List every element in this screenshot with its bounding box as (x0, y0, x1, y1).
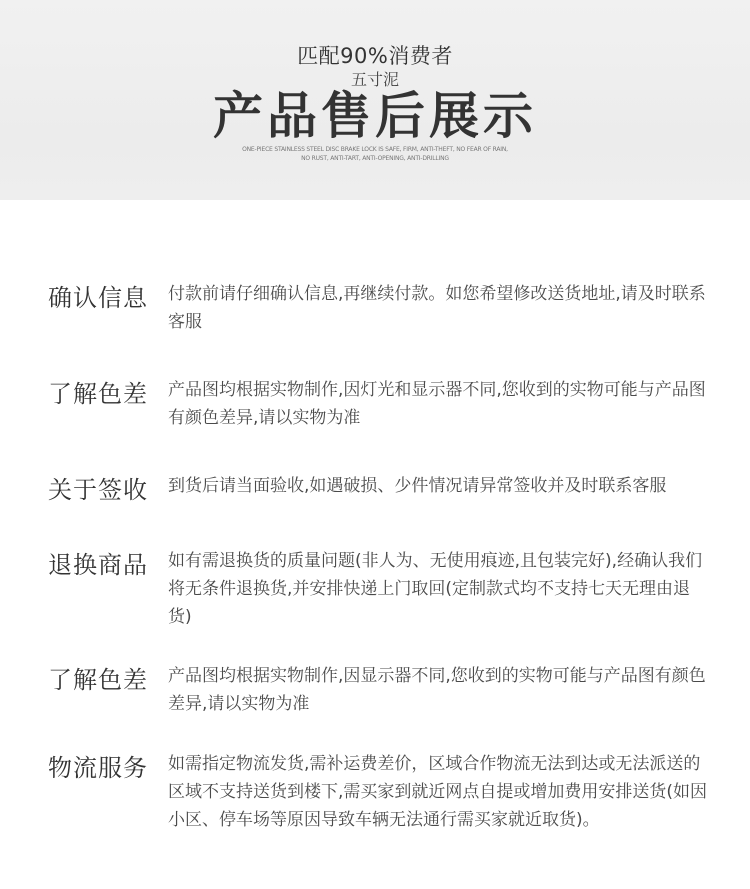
item-text: 如有需退换货的质量问题(非人为、无使用痕迹,且包装完好),经确认我们将无条件退换货,并安排快递上门取回(定制款式均不支持七天无理由退货) (168, 551, 703, 627)
item-label: 了解色差 (48, 666, 148, 694)
item-text: 付款前请仔细确认信息,再继续付款。如您希望修改送货地址,请及时联系客服 (168, 284, 706, 332)
header-banner (0, 0, 750, 200)
item-text: 如需指定物流发货,需补运费差价，区域合作物流无法到达或无法派送的区域不支持送货到楼下,需买家到就近网点自提或增加费用安排送货(如因小区、停车场等原因导致车辆无法通行需买家就近取货)。 (168, 754, 708, 830)
page-title: 产品售后展示 (213, 87, 537, 145)
item-label: 确认信息 (48, 284, 148, 312)
item-text: 产品图均根据实物制作,因显示器不同,您收到的实物可能与产品图有颜色差异,请以实物为准 (168, 666, 706, 714)
header-english-line-1: ONE-PIECE STAINLESS STEEL DISC BRAKE LOCK IS SAFE, FIRM, ANTI-THEFT, NO FEAR OF RAIN, (242, 146, 508, 153)
item-text: 到货后请当面验收,如遇破损、少件情况请异常签收并及时联系客服 (168, 476, 667, 496)
item-label: 了解色差 (48, 380, 148, 408)
header-subtitle-2: 五寸泥 (350, 70, 399, 89)
item-label: 物流服务 (48, 754, 148, 782)
header-subtitle: 匹配90%消费者 (297, 44, 453, 68)
header-english-line-2: NO RUST, ANTI-TART, ANTI-OPENING, ANTI-DRILLING (301, 155, 449, 162)
header-english-caption (200, 145, 550, 163)
item-text: 产品图均根据实物制作,因灯光和显示器不同,您收到的实物可能与产品图有颜色差异,请以实物为准 (168, 380, 706, 428)
item-label: 退换商品 (48, 551, 148, 579)
item-label: 关于签收 (48, 476, 148, 504)
